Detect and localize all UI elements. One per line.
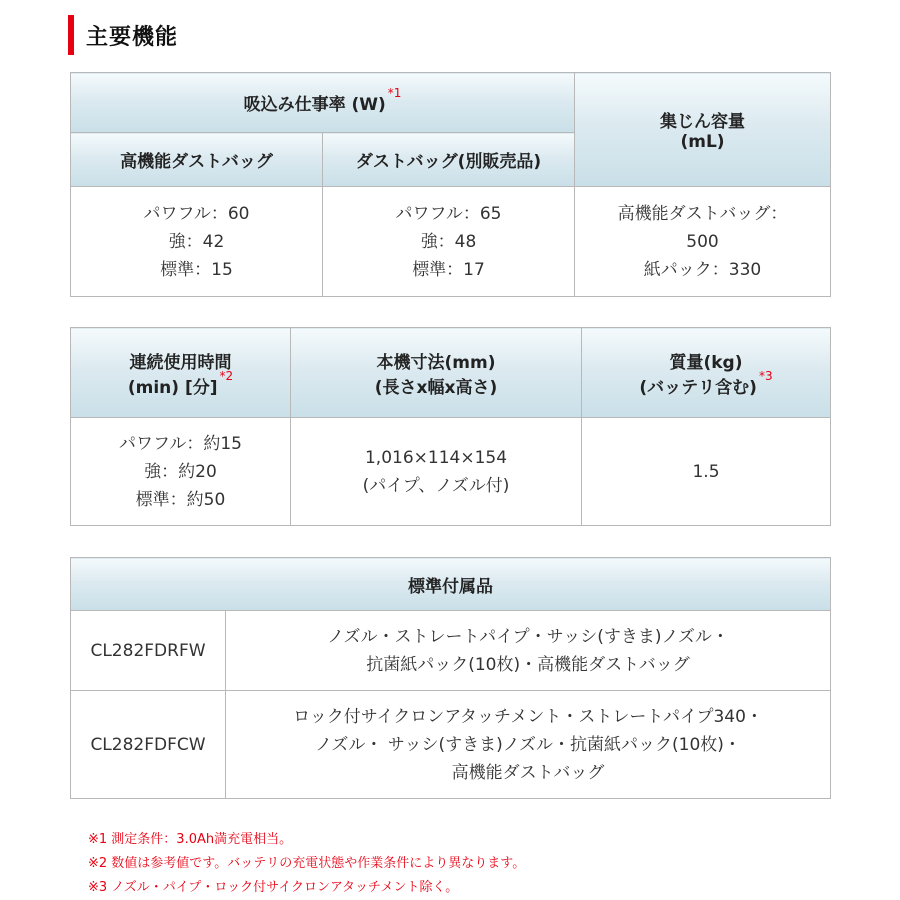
note-marker: *3 <box>758 368 773 383</box>
footnote: ※3 ノズル・パイプ・ロック付サイクロンアタッチメント除く。 <box>88 880 459 895</box>
table-row <box>71 611 831 691</box>
runtime-header: 連続使用時間 (min) [分]$^{*2}$ <box>71 328 291 418</box>
cell-dust-bag-values: パワフル：65 強：48 標準：17 <box>323 187 575 297</box>
note-marker: *2 <box>219 368 234 383</box>
suction-capacity-table <box>70 72 831 297</box>
cell-runtime-values: パワフル：約15 強：約20 標準：約50 <box>71 418 291 526</box>
specs-table <box>70 327 831 526</box>
accessories-cell: ノズル・ストレートパイプ・サッシ(すきま)ノズル・ 抗菌紙パック(10枚)・高機能ダストバッグ <box>226 611 831 691</box>
footnotes <box>88 828 525 900</box>
capacity-header: 集じん容量 (mL) <box>575 73 831 187</box>
footnote: ※2 数値は参考値です。バッテリの充電状態や作業条件により異なります。 <box>88 856 526 871</box>
dimensions-header: 本機寸法(mm) (長さx幅x高さ) <box>291 328 582 418</box>
title-accent-bar <box>68 15 74 55</box>
cell-weight-value: 1.5 <box>582 418 831 526</box>
cell-capacity-values: 高機能ダストバッグ： 500 紙パック：330 <box>575 187 831 297</box>
subheader-high-performance-bag: 高機能ダストバッグ <box>71 133 323 187</box>
page-title: 主要機能 <box>86 24 179 50</box>
section-title <box>68 15 178 55</box>
subheader-dust-bag-optional: ダストバッグ(別販売品) <box>323 133 575 187</box>
suction-power-header: 吸込み仕事率 (W)$^{*1}$ <box>71 73 575 133</box>
accessories-cell: ロック付サイクロンアタッチメント・ストレートパイプ340・ ノズル・ サッシ(すきま)ノズル・抗菌紙パック(10枚)・ 高機能ダストバッグ <box>226 691 831 799</box>
model-cell: CL282FDRFW <box>71 611 226 691</box>
model-cell: CL282FDFCW <box>71 691 226 799</box>
footnote: ※1 測定条件：3.0Ah満充電相当。 <box>88 832 293 847</box>
weight-header: 質量(kg) (バッテリ含む)$^{*3}$ <box>582 328 831 418</box>
table-row <box>71 691 831 799</box>
cell-dimensions-values: 1,016×114×154 (パイプ、ノズル付) <box>291 418 582 526</box>
note-marker: *1 <box>387 86 402 100</box>
accessories-table <box>70 557 831 799</box>
cell-high-performance-values: パワフル：60 強：42 標準：15 <box>71 187 323 297</box>
accessories-header: 標準付属品 <box>71 558 831 611</box>
